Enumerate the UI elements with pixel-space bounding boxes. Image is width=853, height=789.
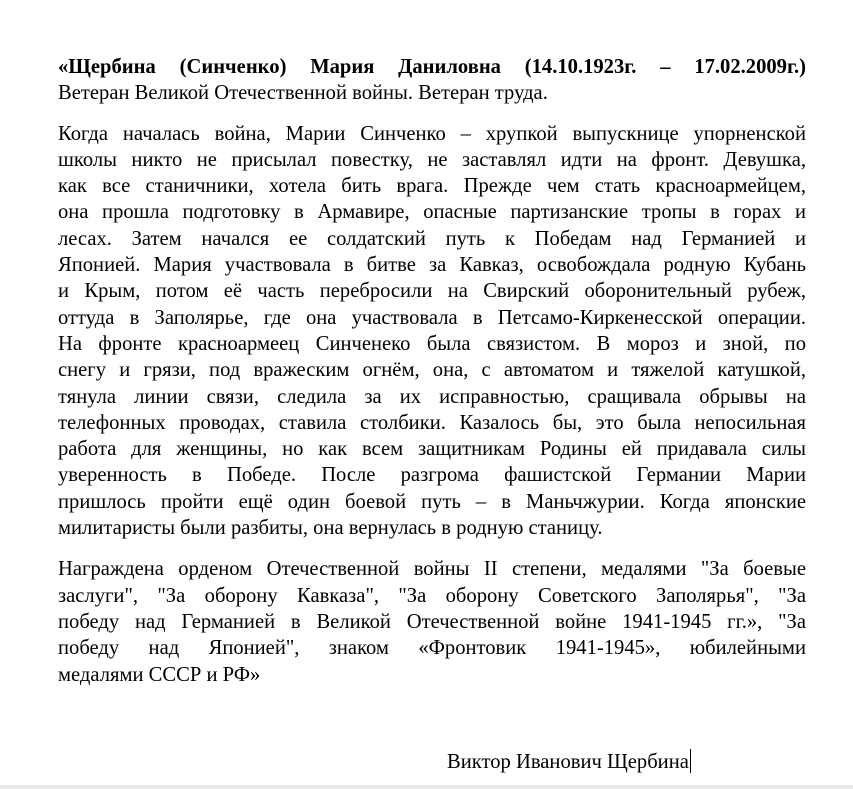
body-line: На фронте красноармеец Синченеко была связистом. В мороз и зной, по — [58, 332, 806, 355]
body-line: пришлось пройти ещё один боевой путь – в Маньчжурии. Когда японские — [58, 490, 806, 513]
body-line: и Крым, потом её часть перебросили на Свирский оборонительный рубеж, — [58, 280, 806, 303]
body-line: школы никто не присылал повестку, не заставлял идти на фронт. Девушка, — [58, 148, 806, 171]
body-line: Когда началась война, Марии Синченко – хрупкой выпускнице упорненской — [58, 122, 806, 145]
awards-paragraph — [58, 556, 806, 687]
body-line: Японией. Мария участвовала в битве за Кавказ, освобождала родную Кубань — [58, 254, 806, 277]
signature-text: Виктор Иванович Щербина — [447, 751, 689, 773]
document-title: «Щербина (Синченко) Мария Даниловна (14.10.1923г. – 17.02.2009г.) — [58, 56, 806, 78]
biography-paragraph — [58, 121, 806, 542]
page-bottom-edge — [0, 785, 853, 789]
document-page — [58, 54, 806, 688]
text-cursor — [690, 749, 692, 773]
body-line: лесах. Затем начался ее солдатский путь к Победам над Германией и — [58, 227, 806, 250]
awards-line: победу над Германией в Великой Отечественной войне 1941-1945 гг.», "За — [58, 610, 806, 633]
body-line: как все станичники, хотела бить врага. Прежде чем стать красноармейцем, — [58, 175, 806, 198]
awards-line: заслуги", "За оборону Кавказа", "За оборону Советского Заполярья", "За — [58, 584, 806, 607]
body-line: уверенность в Победе. После разгрома фашистской Германии Марии — [58, 464, 806, 487]
awards-line: медалями СССР и РФ» — [58, 663, 261, 686]
body-line: телефонных проводах, ставила столбики. Казалось бы, это была непосильная — [58, 411, 806, 434]
body-line: работа для женщины, но как всем защитникам Родины ей придавала силы — [58, 438, 806, 461]
signature-line[interactable] — [447, 749, 691, 775]
body-line: оттуда в Заполярье, где она участвовала в Петсамо-Киркенесской операции. — [58, 306, 806, 329]
awards-line: победу над Японией", знаком «Фронтовик 1941-1945», юбилейными — [58, 637, 806, 660]
heading-block — [58, 54, 806, 107]
document-subtitle: Ветеран Великой Отечественной войны. Ветеран труда. — [58, 82, 548, 105]
body-line: тянула линии связи, следила за их исправностью, сращивала обрывы на — [58, 385, 806, 408]
body-line: снегу и грязи, под вражеским огнём, она, с автоматом и тяжелой катушкой, — [58, 359, 806, 382]
awards-line: Награждена орденом Отечественной войны II степени, медалями "За боевые — [58, 558, 806, 581]
body-line: она прошла подготовку в Армавире, опасные партизанские тропы в горах и — [58, 201, 806, 224]
body-line: милитаристы были разбиты, она вернулась в родную станицу. — [58, 517, 603, 540]
